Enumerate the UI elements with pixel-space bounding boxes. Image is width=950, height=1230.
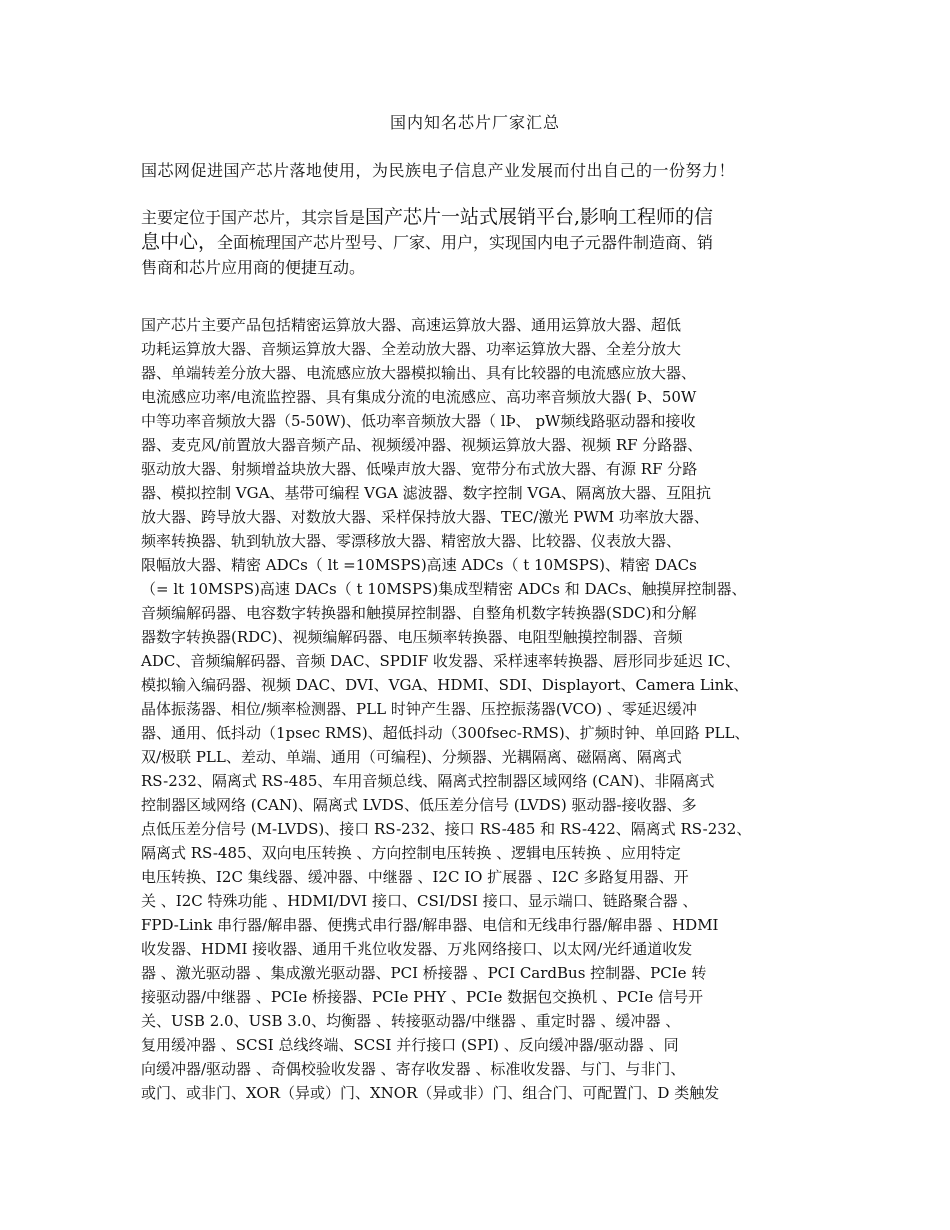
body-line: 驱动放大器、射频增益块放大器、低噪声放大器、宽带分布式放大器、有源 RF 分路 [141, 460, 698, 478]
body-line: 音频编解码器、电容数字转换器和触摸屏控制器、自整角机数字转换器(SDC)和分解 [141, 604, 697, 622]
intro-paragraph: 国芯网促进国产芯片落地使用，为民族电子信息产业发展而付出自己的一份努力！ [141, 161, 736, 180]
body-line: FPD-Link 串行器/解串器、便携式串行器/解串器、电信和无线串行器/解串器 、HDMI [141, 916, 719, 934]
body-line: 晶体振荡器、相位/频率检测器、PLL 时钟产生器、压控振荡器(VCO) 、零延迟缓冲 [141, 700, 697, 718]
document-title: 国内知名芯片厂家汇总 [389, 113, 560, 132]
mission-paragraph [141, 205, 831, 280]
body-line: 电流感应功率/电流监控器、具有集成分流的电流感应、高功率音频放大器( Þ、50W [141, 388, 697, 406]
body-line: 收发器、HDMI 接收器、通用千兆位收发器、万兆网络接口、以太网/光纤通道收发 [141, 940, 693, 958]
mission-line-2 [141, 230, 831, 255]
body-line: 或门、或非门、XOR（异或）门、XNOR（异或非）门、组合门、可配置门、D 类触发 [141, 1084, 720, 1102]
mission-prefix: 主要定位于国产芯片，其宗旨是 [141, 208, 366, 227]
product-list-paragraph [141, 313, 861, 1105]
body-line: 电压转换、I2C 集线器、缓冲器、中继器 、I2C IO 扩展器 、I2C 多路复用器、开 [141, 868, 689, 886]
body-line: 控制器区域网络 (CAN)、隔离式 LVDS、低压差分信号 (LVDS) 驱动器-接收器、多 [141, 796, 697, 814]
mission-highlight-cont: 息中心， [141, 231, 218, 253]
body-line: 器、麦克风/前置放大器音频产品、视频缓冲器、视频运算放大器、视频 RF 分路器、 [141, 436, 703, 454]
body-line: 点低压差分信号 (M-LVDS)、接口 RS-232、接口 RS-485 和 RS-422、隔离式 RS-232、 [141, 820, 752, 838]
mission-line-1 [141, 205, 831, 230]
body-line: 器、单端转差分放大器、电流感应放大器模拟输出、具有比较器的电流感应放大器、 [141, 364, 697, 382]
mission-highlight: 国产芯片一站式展销平台,影响工程师的信 [365, 206, 714, 228]
mission-rest: 全面梳理国产芯片型号、厂家、用户，实现国内电子元器件制造商、销 [217, 233, 714, 252]
body-line: 频率转换器、轨到轨放大器、零漂移放大器、精密放大器、比较器、仪表放大器、 [141, 532, 682, 550]
mission-line-3 [141, 255, 831, 280]
body-line: 隔离式 RS-485、双向电压转换 、方向控制电压转换 、逻辑电压转换 、应用特定 [141, 844, 681, 862]
body-line: RS-232、隔离式 RS-485、车用音频总线、隔离式控制器区域网络 (CAN)、非隔离式 [141, 772, 715, 790]
body-line: 放大器、跨导放大器、对数放大器、采样保持放大器、TEC/激光 PWM 功率放大器、 [141, 508, 709, 526]
body-line: 关 、I2C 特殊功能 、HDMI/DVI 接口、CSI/DSI 接口、显示端口、链路聚合器 、 [141, 892, 698, 910]
mission-rest-cont: 售商和芯片应用商的便捷互动。 [141, 258, 366, 277]
body-line: 器数字转换器(RDC)、视频编解码器、电压频率转换器、电阻型触摸控制器、音频 [141, 628, 683, 646]
body-line: 复用缓冲器 、SCSI 总线终端、SCSI 并行接口 (SPI) 、反向缓冲器/驱动器 、同 [141, 1036, 679, 1054]
body-line: 器 、激光驱动器 、集成激光驱动器、PCI 桥接器 、PCI CardBus 控制器、PCIe 转 [141, 964, 707, 982]
body-line: 关、USB 2.0、USB 3.0、均衡器 、转接驱动器/中继器 、重定时器 、缓冲器 、 [141, 1012, 681, 1030]
body-line: 限幅放大器、精密 ADCs（ lt =10MSPS)高速 ADCs（ t 10MSPS)、精密 DACs [141, 556, 697, 574]
body-line: （= lt 10MSPS)高速 DACs（ t 10MSPS)集成型精密 ADCs 和 DACs、触摸屏控制器、 [141, 580, 747, 598]
body-line: 向缓冲器/驱动器 、奇偶校验收发器 、寄存收发器 、标准收发器、与门、与非门、 [141, 1060, 686, 1078]
body-line: 功耗运算放大器、音频运算放大器、全差动放大器、功率运算放大器、全差分放大 [141, 340, 682, 358]
body-line: 接驱动器/中继器 、PCIe 桥接器、PCIe PHY 、PCIe 数据包交换机 、PCIe 信号开 [141, 988, 703, 1006]
body-line: ADC、音频编解码器、音频 DAC、SPDIF 收发器、采样速率转换器、唇形同步延迟 IC、 [141, 652, 741, 670]
body-line: 国产芯片主要产品包括精密运算放大器、高速运算放大器、通用运算放大器、超低 [141, 316, 682, 334]
body-line: 中等功率音频放大器（5-50W)、低功率音频放大器（ lÞ、 рW频线路驱动器和接收 [141, 412, 696, 430]
body-line: 器、模拟控制 VGA、基带可编程 VGA 滤波器、数字控制 VGA、隔离放大器、互阻抗 [141, 484, 712, 502]
body-line: 器、通用、低抖动（1psec RMS)、超低抖动（300fsec-RMS)、扩频时钟、单回路 PLL、 [141, 724, 750, 742]
body-line: 双/极联 PLL、差动、单端、通用（可编程)、分频器、光耦隔离、磁隔离、隔离式 [141, 748, 682, 766]
body-line: 模拟输入编码器、视频 DAC、DVI、VGA、HDMI、SDI、Displayort、Camera Link、 [141, 676, 749, 694]
